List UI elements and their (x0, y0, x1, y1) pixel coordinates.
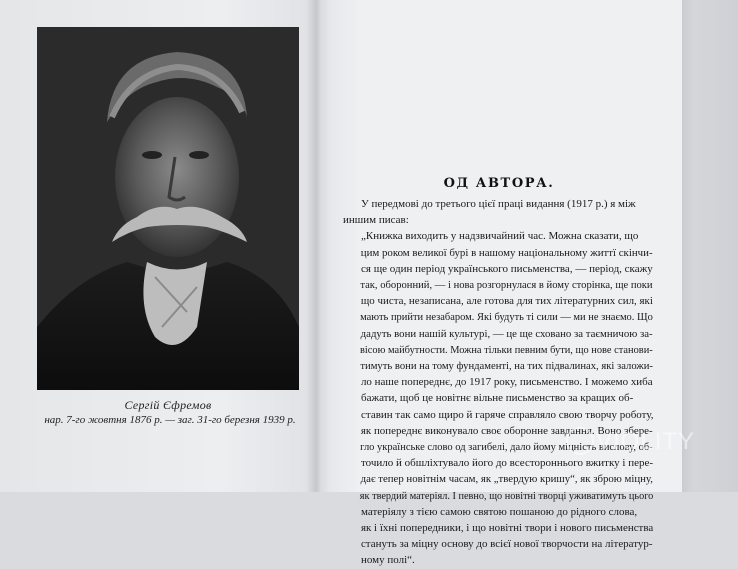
text-line: ло наше попереднє, до 1917 року, письменство. І можемо хиба (360, 376, 653, 389)
portrait-caption-name: Сергій Єфремов (124, 398, 212, 412)
text-line: ся ще один період українського письменства, — період, скажу (361, 262, 653, 275)
portrait-photo (37, 27, 299, 390)
text-line: як і їхні попередники, і що новітні твори і нового письменства (360, 522, 654, 535)
text-line: стануть за міцну основу до всієї нової творчости на літератур- (360, 538, 653, 551)
text-line: цим роком великої бурі в нашому національному життї скінчи- (360, 246, 653, 259)
text-line: ставин так само щиро й гаряче справляло свою творчу роботу, (361, 408, 654, 421)
portrait-caption-dates: нар. 7-го жовтня 1876 р. — заг. 31-го березня 1939 р. (44, 414, 296, 426)
text-line: иншим писав: (343, 214, 409, 227)
text-line: вісою майбутности. Можна тільки певним бути, що нове станови- (360, 343, 653, 356)
text-line: що чиста, незаписана, але готова для тих літературних сил, які (360, 295, 653, 308)
text-line: дадуть вони нашій культурі, — це ще сховано за таємничою за- (360, 327, 653, 340)
text-line: так, оборонний, — і нова розгорнулася в йому сторінка, ще поки (360, 279, 653, 292)
text-line: дає тепер новітнім часам, як „твердую кришу“, як зброю міцну, (360, 473, 653, 486)
text-line: мають прийти незабаром. Які будуть ті сили — ми не знаємо. Що (360, 311, 653, 324)
text-line: як попереднє виконувало своє оборонне завдання. Воно збере- (360, 424, 653, 437)
text-line: ному полі“. (361, 554, 415, 567)
text-line: гло українське слово од загибелі, дало йому міцність вислову, об- (360, 441, 653, 454)
text-line: матеріялу з тією самою святою пошаною до рідного слова, (361, 505, 638, 518)
body-text (343, 196, 653, 569)
watermark: VIOLITY (596, 428, 696, 455)
page-title: ОД АВТОРА. (443, 176, 555, 191)
page-edges (682, 0, 738, 492)
text-line: бажати, щоб це новітнє вільне письменство за кращих об- (361, 392, 634, 405)
text-line: тимуть вони на тому фундаменті, на тих підвалинах, які заложи- (360, 360, 653, 373)
text-line: точило й обшліхтувало його до всестороннього вжитку і пере- (361, 457, 654, 470)
portrait-illustration (37, 27, 299, 390)
watermark-logo-icon (566, 427, 594, 455)
text-line: „Книжка виходить у надзвичайний час. Можна сказати, що (361, 230, 639, 243)
text-line: як твердий матеріял. І певно, що новітні творці уживатимуть цього (359, 489, 654, 502)
text-line: У передмові до третього цієї праці видання (1917 р.) я між (361, 198, 636, 210)
